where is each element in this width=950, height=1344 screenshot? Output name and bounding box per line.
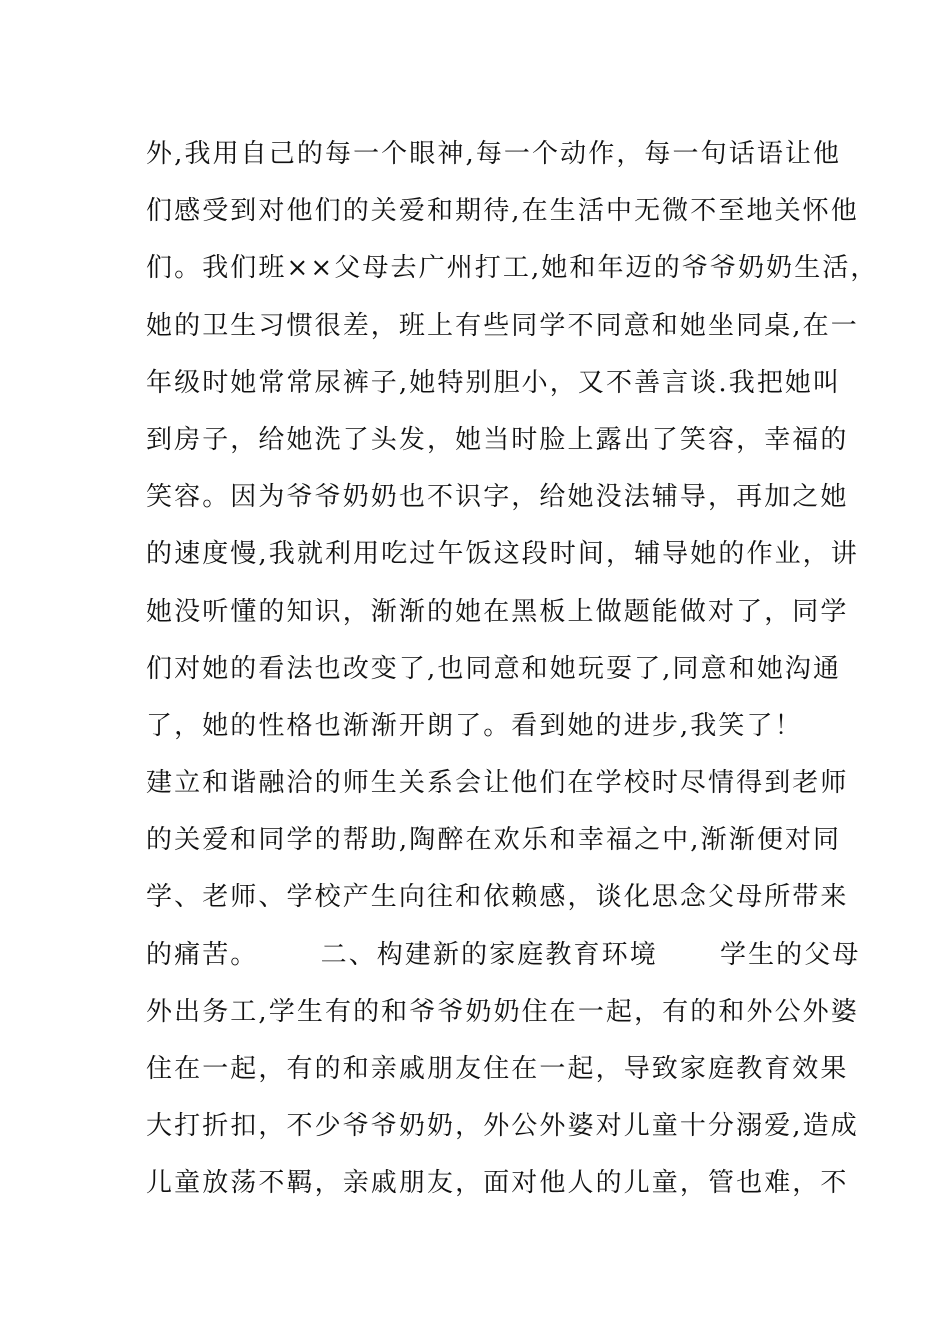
text-line-13: 的关爱和同学的帮助,陶醉在欢乐和幸福之中,渐渐便对同 — [146, 825, 842, 856]
text-line-17: 住在一起，有的和亲戚朋友住在一起，导致家庭教育效果 — [146, 1054, 849, 1084]
text-line-15: 的痛苦。 二、构建新的家庭教育环境 学生的父母 — [146, 939, 861, 970]
text-line-9: 她没听懂的知识，渐渐的她在黑板上做题能做对了，同学 — [146, 596, 849, 627]
text-line-10: 们对她的看法也改变了,也同意和她玩耍了,同意和她沟通 — [146, 653, 842, 684]
text-line-16: 外出务工,学生有的和爷爷奶奶住在一起，有的和外公外婆 — [146, 996, 859, 1027]
text-line-14: 学、老师、学校产生向往和依赖感，谈化思念父母所带来 — [146, 882, 849, 913]
text-line-12: 建立和谐融洽的师生关系会让他们在学校时尽情得到老师 — [146, 768, 849, 799]
text-line-11: 了，她的性格也渐渐开朗了。看到她的进步,我笑了！ — [146, 710, 803, 741]
text-line-3: 们。我们班××父母去广州打工,她和年迈的爷爷奶奶生活， — [146, 253, 879, 284]
text-line-4: 她的卫生习惯很差，班上有些同学不同意和她坐同桌,在一 — [146, 310, 859, 341]
text-line-18: 大打折扣，不少爷爷奶奶，外公外婆对儿童十分溺爱,造成 — [146, 1111, 859, 1142]
text-line-2: 们感受到对他们的关爱和期待,在生活中无微不至地关怀他 — [146, 196, 859, 227]
text-line-1: 外,我用自己的每一个眼神,每一个动作，每一句话语让他 — [146, 139, 842, 169]
text-line-5: 年级时她常常尿裤子,她特别胆小，又不善言谈.我把她叫 — [146, 367, 842, 398]
text-line-6: 到房子，给她洗了头发，她当时脸上露出了笑容，幸福的 — [146, 424, 849, 455]
body-text — [146, 126, 879, 1213]
text-line-19: 儿童放荡不羁，亲戚朋友，面对他人的儿童，管也难，不 — [146, 1168, 849, 1199]
text-line-7: 笑容。因为爷爷奶奶也不识字，给她没法辅导，再加之她 — [146, 482, 849, 513]
text-line-8: 的速度慢,我就利用吃过午饭这段时间，辅导她的作业，讲 — [146, 539, 859, 570]
